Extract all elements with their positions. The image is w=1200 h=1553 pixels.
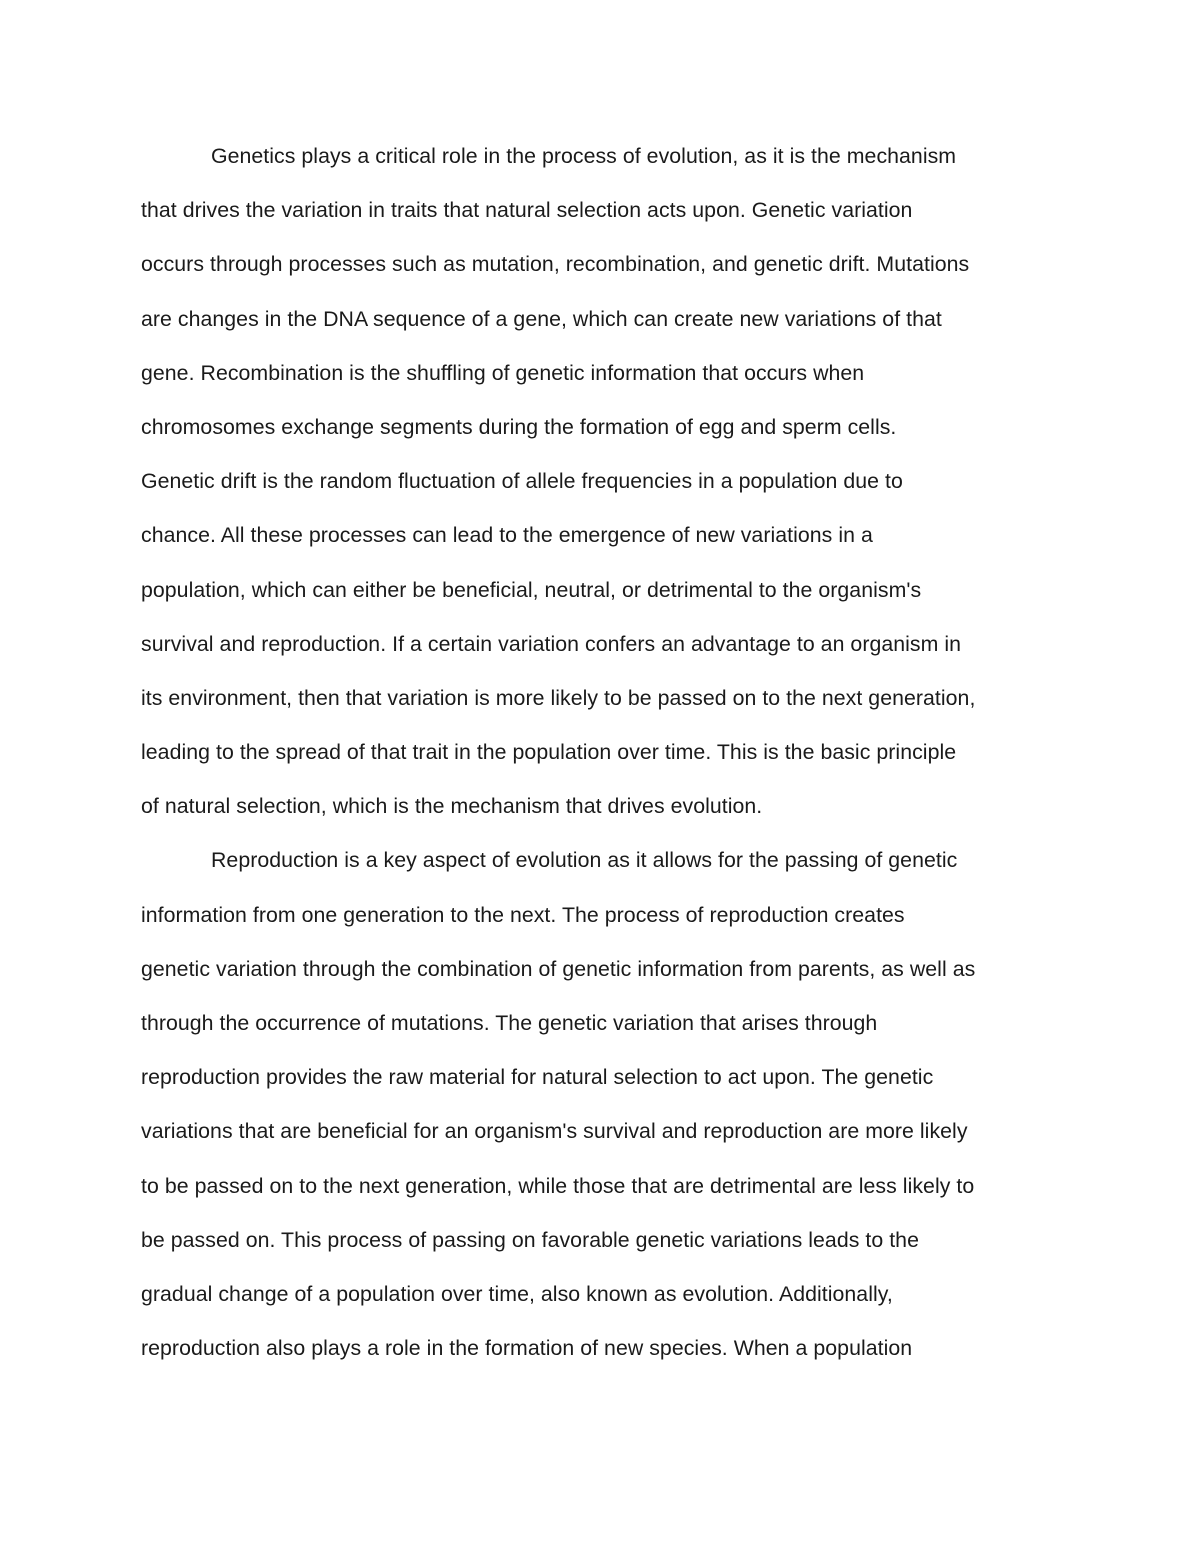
text-line: population, which can either be beneficial, neutral, or detrimental to the organism's xyxy=(141,577,922,602)
text-line: through the occurrence of mutations. The genetic variation that arises through xyxy=(141,1011,878,1035)
text-line: Genetics plays a critical role in the process of evolution, as it is the mechanism xyxy=(211,144,957,168)
paragraph-reproduction xyxy=(141,833,1061,1375)
paragraph-genetics xyxy=(141,129,1061,833)
text-line: gradual change of a population over time, also known as evolution. Additionally, xyxy=(141,1281,893,1306)
text-line: survival and reproduction. If a certain variation confers an advantage to an organism in xyxy=(141,631,962,656)
text-line: are changes in the DNA sequence of a gene, which can create new variations of that xyxy=(141,306,942,331)
text-line: chance. All these processes can lead to the emergence of new variations in a xyxy=(141,523,873,548)
text-line: to be passed on to the next generation, while those that are detrimental are less likely to xyxy=(141,1173,975,1198)
text-line: variations that are beneficial for an organism's survival and reproduction are more likely xyxy=(141,1119,968,1144)
text-line: its environment, then that variation is more likely to be passed on to the next generation, xyxy=(141,685,976,710)
text-line: reproduction also plays a role in the formation of new species. When a population xyxy=(141,1336,913,1361)
text-line: information from one generation to the next. The process of reproduction creates xyxy=(141,902,905,927)
text-line: reproduction provides the raw material for natural selection to act upon. The genetic xyxy=(141,1065,934,1090)
text-line: gene. Recombination is the shuffling of genetic information that occurs when xyxy=(141,360,865,385)
text-line: chromosomes exchange segments during the formation of egg and sperm cells. xyxy=(141,414,897,439)
text-line: leading to the spread of that trait in the population over time. This is the basic principle xyxy=(141,740,957,765)
text-line: of natural selection, which is the mechanism that drives evolution. xyxy=(141,794,763,819)
document-body xyxy=(141,129,1061,1375)
text-line: that drives the variation in traits that natural selection acts upon. Genetic variation xyxy=(141,198,913,223)
text-line: be passed on. This process of passing on favorable genetic variations leads to the xyxy=(141,1227,919,1252)
text-line: Genetic drift is the random fluctuation of allele frequencies in a population due to xyxy=(141,469,903,494)
text-line: genetic variation through the combination of genetic information from parents, as well as xyxy=(141,956,976,981)
text-line: occurs through processes such as mutation, recombination, and genetic drift. Mutations xyxy=(141,252,970,277)
text-line: Reproduction is a key aspect of evolution as it allows for the passing of genetic xyxy=(211,848,958,873)
